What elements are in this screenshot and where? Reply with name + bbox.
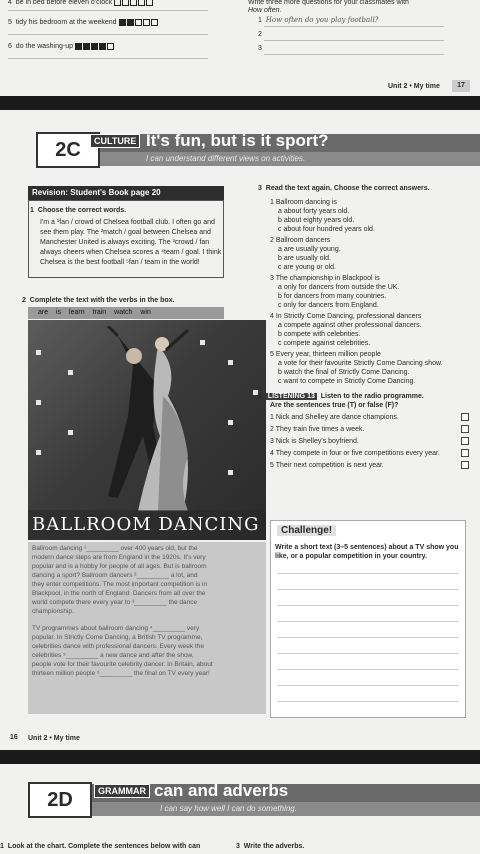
- list-item: 6 do the washing-up: [8, 42, 115, 51]
- tf-box[interactable]: [461, 461, 469, 469]
- tf-sentence: 2 They train five times a week.: [270, 426, 365, 433]
- section-code: 2D: [28, 782, 92, 818]
- page-footer: Unit 2 • My time: [28, 735, 80, 742]
- challenge-title: Challenge!: [277, 525, 336, 536]
- page-number: 16: [10, 734, 18, 741]
- previous-page: [0, 0, 480, 96]
- page-subtitle: I can say how well I can do something.: [160, 804, 297, 813]
- challenge-box: Challenge! Write a short text (3–5 sentences) about a TV show you like, or a popular competition in your country.: [270, 520, 466, 718]
- tf-sentence: 3 Nick is Shelley's boyfriend.: [270, 438, 359, 445]
- exercise-2-title: 2 Complete the text with the verbs in the box.: [22, 297, 175, 304]
- tf-sentence: 1 Nick and Shelley are dance champions.: [270, 414, 399, 421]
- reading-text: Ballroom dancing ¹_________ over 400 years old, but the modern dance steps are from England in the 1920s. It's very popular and is a hobby for people of all ages. But is ballroom dancing a sport? Ballroom dancers ²_________ a lot, and they enter competitions. The most important competition is in Blackpool, in the north of England. Dancers from all over the world compete there every year to ³_________ the dance championship. TV programmes about ballroom dancing ⁴_________ very popular. In Strictly Come Dancing, a British TV programme, celebrities dance with professional dancers. Every week the celebrities ⁵_________ a new dance and after the show, people vote for their favourite celebrity dancer. In Britain, about thirteen million people ⁶_________ the final on TV every year!: [28, 542, 266, 714]
- exercise-1-title: 1 Look at the chart. Complete the sentences below with can: [0, 843, 201, 850]
- exercise-1-title: 1 Choose the correct words.: [30, 207, 127, 214]
- exercise-1-line: Manchester United is always exciting. The ³crowd / fan: [40, 239, 210, 246]
- listening-badge: LISTENING 13: [267, 393, 315, 400]
- tf-sentence: 4 They compete in four or five competitions every year.: [270, 450, 440, 457]
- section-code: 2C: [36, 132, 100, 168]
- tf-box[interactable]: [461, 413, 469, 421]
- grammar-tag: GRAMMAR: [94, 784, 150, 798]
- page-2c: 2C CULTURE It's fun, but is it sport? I can understand different views on activities. Revision: Student's Book page 20 1 Choose the correct words. I'm a ¹fan / crowd of Chelsea football club. I often go and see them play. The ²match / goal between Chelsea and Manchester United is always exciting. The ³crowd / fan always cheers when Chelsea scores a ⁴team / goal. I think Chelsea is the best football ⁵fan / team in the world! 2 Complete the text with the verbs in the box. are is learn train watch win BALLROOM DANCING Ballroom dancing ¹_________ over 400 years old, but the modern dance steps are from England in the 1920s. It's very popular and is a hobby for people of all ages. But is ballroom dancing a sport? Ballroom dancers ²_________ a lot, and they enter competitions. The most important competition is in Blackpool, in the north of England. Dancers from all over the world compete there every year to ³_________ the dance championship. TV programmes about ballroom dancing ⁴_________ very popular. In Strictly Come Dancing, a British TV programme, celebrities dance with professional dancers. Every week the celebrities ⁵_________ a new dance and after the show, people vote for their favourite celebrity dancer. In Britain, about thirteen million people ⁶_________ the final on TV every year! 3 Read the text again. Choose the correct answers. 1 Ballroom dancing is a about forty years old. b about eighty years old. c about four hundred years old. 2 Ballroom dancers a are usually young. b are usually old. c are young or old. 3 The championship in Blackpool is a only for dancers from outside the UK. b for dancers from many countries. c only for dancers from England. 4 In Strictly Come Dancing, professional dancers a compete against other professional dancers. b compete with celebrities. c compete against celebrities. 5 Every year, thirteen million people a vote for their favourite Strictly Come Dancing show. b watch the final of Strictly Come Dancing. c want to compete in Strictly Come Dancing. 4 LISTENING 13 Listen to the radio programme. Are the sentences true (T) or false (F)? 1 Nick and Shelley are dance champions. 2 They train five times a week. 3 Nick is Shelley's boyfriend. 4 They compete in four or five competitions every year. 5 Their next competition is next year. Challenge! Write a short text (3–5 sentences) about a TV show you like, or a popular competition in your country. 16 Unit 2 • My time: [0, 110, 480, 750]
- list-item: 4 be in bed before eleven o'clock: [8, 0, 154, 7]
- exercise-4-title: 4 LISTENING 13 Listen to the radio programme.: [258, 393, 424, 400]
- tf-box[interactable]: [461, 437, 469, 445]
- page-2d: [0, 764, 480, 854]
- page-footer: Unit 2 • My time: [388, 83, 440, 90]
- exercise-1-line: always cheers when Chelsea scores a ⁴team / goal. I think: [40, 249, 222, 256]
- exercise-3-title: 3 Read the text again. Choose the correct answers.: [258, 185, 430, 192]
- exercise-1-line: I'm a ¹fan / crowd of Chelsea football club. I often go and: [40, 219, 215, 226]
- page-title: It's fun, but is it sport?: [146, 131, 329, 150]
- exercise-1-line: Chelsea is the best football ⁵fan / team in the world!: [40, 259, 200, 266]
- dancers-figure: [88, 326, 208, 516]
- exercise-1-line: see them play. The ²match / goal between Chelsea and: [40, 229, 211, 236]
- ballroom-photo: [28, 320, 266, 540]
- page-subtitle: I can understand different views on activities.: [146, 154, 306, 163]
- revision-heading: Revision: Student's Book page 20: [28, 186, 224, 200]
- tf-sentence: 5 Their next competition is next year.: [270, 462, 384, 469]
- exercise-subheading: How often.: [248, 7, 282, 14]
- answer-line: 2: [258, 31, 262, 38]
- list-item: 5 tidy his bedroom at the weekend: [8, 18, 159, 27]
- tf-box[interactable]: [461, 449, 469, 457]
- culture-tag: CULTURE: [90, 134, 140, 148]
- word-box: are is learn train watch win: [28, 307, 224, 319]
- page-number: 17: [452, 80, 470, 92]
- answer-line: 3: [258, 45, 262, 52]
- reading-title: BALLROOM DANCING: [28, 510, 266, 540]
- answer-line: 1 How often do you play football?: [258, 16, 379, 24]
- exercise-3-title: 3 Write the adverbs.: [236, 843, 305, 850]
- page-title: can and adverbs: [154, 781, 289, 800]
- tf-box[interactable]: [461, 425, 469, 433]
- exercise-heading: Write three more questions for your classmates with: [248, 0, 409, 6]
